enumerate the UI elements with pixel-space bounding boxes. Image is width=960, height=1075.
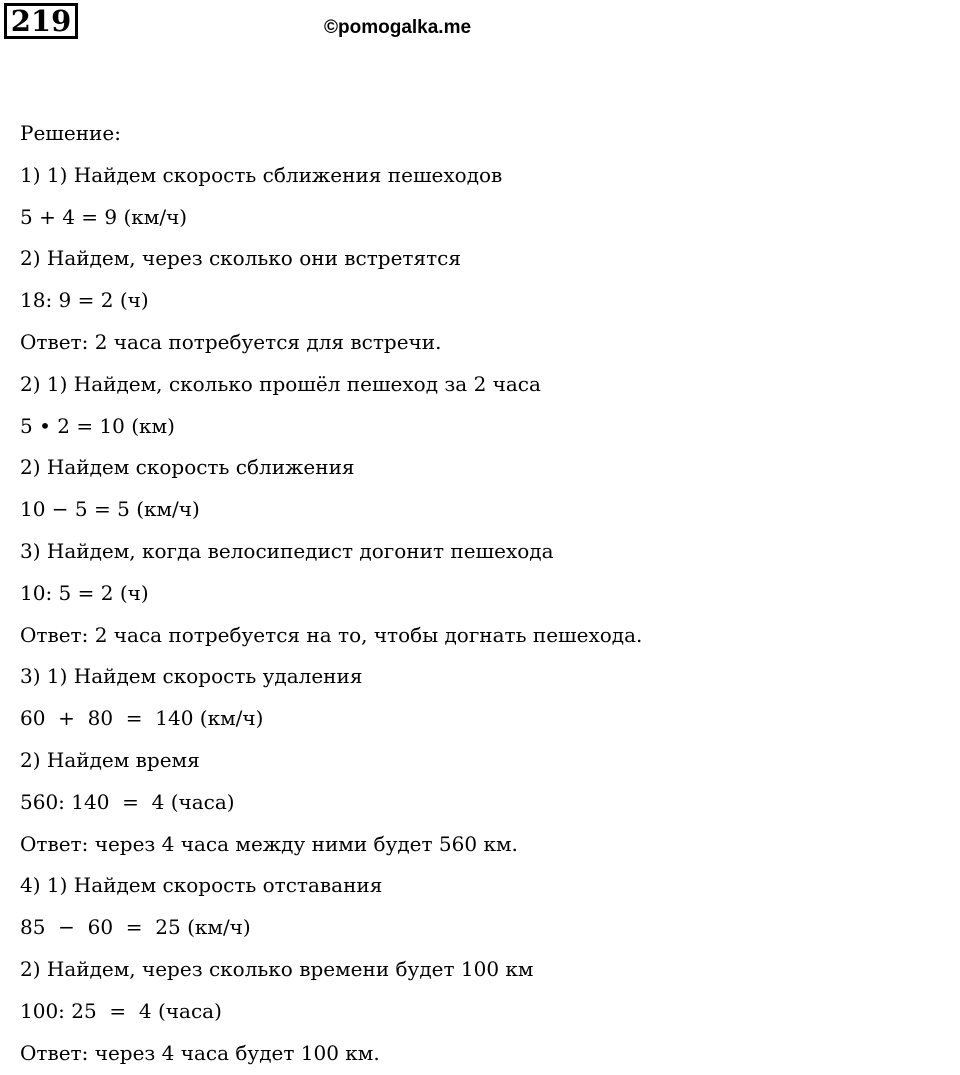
solution-line: 85 − 60 = 25 (км/ч) (20, 915, 251, 940)
solution-line: 2) Найдем, через сколько времени будет 100 км (20, 956, 534, 981)
solution-line: 3) 1) Найдем скорость удаления (20, 664, 363, 689)
answer-line: Ответ: 2 часа потребуется на то, чтобы догнать пешехода. (20, 622, 643, 647)
watermark: ©pomogalka.me (324, 17, 472, 38)
problem-number: 219 (4, 3, 78, 39)
solution-line: 5 • 2 = 10 (км) (20, 413, 175, 438)
solution-line: 5 + 4 = 9 (км/ч) (20, 204, 188, 229)
solution-heading: Решение: (20, 121, 121, 145)
solution-line: 3) Найдем, когда велосипедист догонит пешехода (20, 538, 554, 563)
solution-text (20, 113, 960, 1074)
solution-line: 2) 1) Найдем, сколько прошёл пешеход за 2 часа (20, 371, 541, 396)
solution-line: 60 + 80 = 140 (км/ч) (20, 706, 264, 731)
answer-line: Ответ: 2 часа потребуется для встречи. (20, 329, 442, 354)
solution-line: 2) Найдем скорость сближения (20, 455, 355, 480)
solution-line: 1) 1) Найдем скорость сближения пешеходов (20, 162, 503, 187)
solution-line: 2) Найдем, через сколько они встретятся (20, 246, 461, 271)
answer-line: Ответ: через 4 часа между ними будет 560 км. (20, 831, 518, 856)
solution-line: 18: 9 = 2 (ч) (20, 288, 149, 313)
solution-line: 2) Найдем время (20, 747, 200, 772)
solution-line: 100: 25 = 4 (часа) (20, 998, 222, 1023)
solution-line: 560: 140 = 4 (часа) (20, 789, 235, 814)
solution-line: 10: 5 = 2 (ч) (20, 580, 149, 605)
solution-line: 4) 1) Найдем скорость отставания (20, 873, 383, 898)
solution-line: 10 − 5 = 5 (км/ч) (20, 497, 200, 522)
answer-line: Ответ: через 4 часа будет 100 км. (20, 1040, 380, 1065)
